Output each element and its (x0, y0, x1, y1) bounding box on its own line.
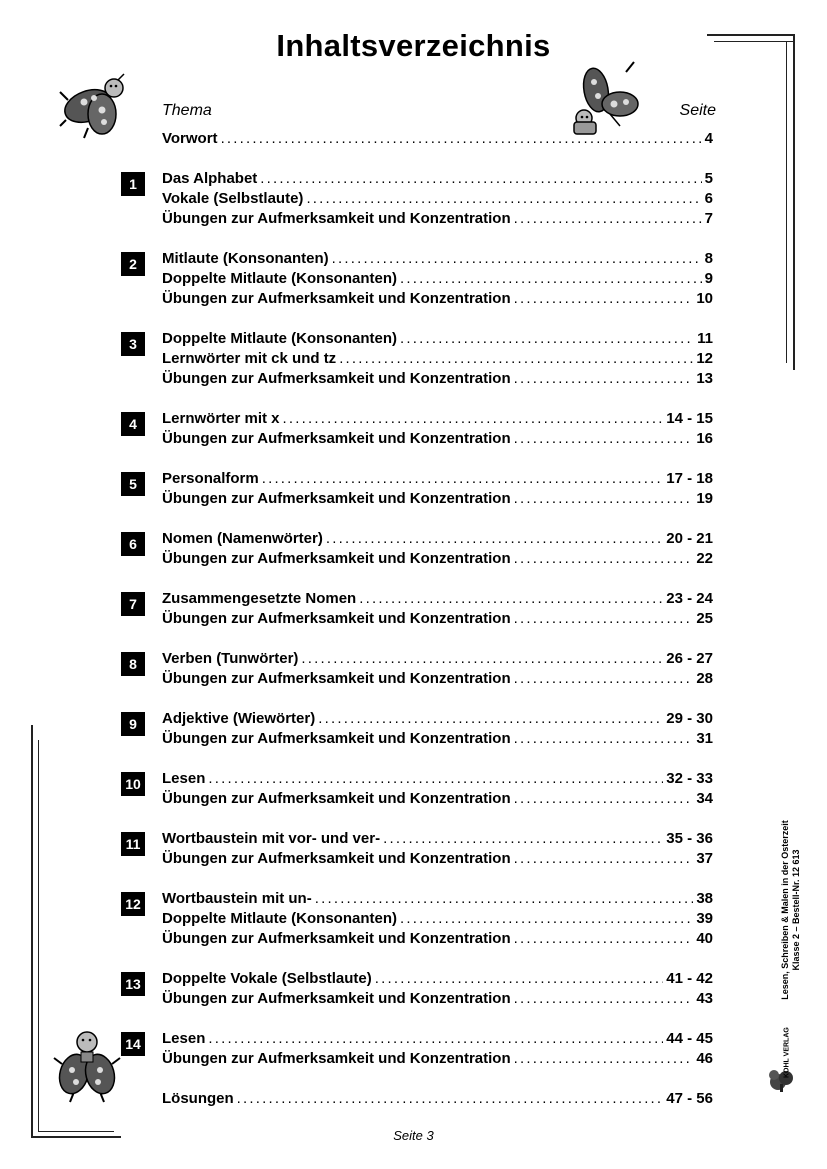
toc-entry (162, 190, 713, 210)
dot-leader (283, 410, 664, 427)
toc-entry (162, 610, 713, 630)
chapter-number-badge: 14 (121, 1032, 145, 1056)
chapter-number-badge: 11 (121, 832, 145, 856)
dot-leader (260, 170, 701, 187)
toc-entry (162, 130, 713, 150)
toc-entry-title: Wortbaustein mit vor- und ver- (162, 830, 381, 847)
toc-entry-page: 38 (696, 890, 713, 907)
toc-entry-page: 40 (696, 930, 713, 947)
chapter-number-badge: 3 (121, 332, 145, 356)
toc-entry-title: Übungen zur Aufmerksamkeit und Konzentration (162, 370, 511, 387)
dot-leader (326, 530, 663, 547)
dot-leader (332, 250, 702, 267)
toc-entry-title: Vorwort (162, 130, 218, 147)
dot-leader (306, 190, 701, 207)
chapter-number-badge: 8 (121, 652, 145, 676)
toc-entry-title: Doppelte Mitlaute (Konsonanten) (162, 910, 397, 927)
column-header-topic: Thema (162, 102, 212, 119)
toc-entry-title: Übungen zur Aufmerksamkeit und Konzentration (162, 990, 511, 1007)
dot-leader (359, 590, 663, 607)
toc-entry (162, 1050, 713, 1070)
toc-entry-page: 11 (697, 330, 713, 347)
dot-leader (514, 290, 694, 307)
toc-entry (162, 210, 713, 230)
toc-entry-page: 17 - 18 (666, 470, 713, 487)
toc-entry (162, 730, 713, 750)
toc-entry-title: Das Alphabet (162, 170, 258, 187)
dot-leader (315, 890, 694, 907)
dot-leader (375, 970, 664, 987)
dot-leader (514, 670, 694, 687)
toc-entry-title: Übungen zur Aufmerksamkeit und Konzentration (162, 290, 511, 307)
toc-entry-page: 8 (704, 250, 713, 267)
publisher-logo (766, 1027, 808, 1092)
dot-leader (339, 350, 693, 367)
toc-entry-page: 37 (696, 850, 713, 867)
toc-entry (162, 910, 713, 930)
toc-entry-title: Lernwörter mit ck und tz (162, 350, 337, 367)
toc-entry-page: 28 (696, 670, 713, 687)
dot-leader (208, 770, 663, 787)
chapter-number-badge: 12 (121, 892, 145, 916)
chapter-number-badge: 6 (121, 532, 145, 556)
dot-leader (237, 1090, 664, 1107)
toc-entry-page: 7 (704, 210, 713, 227)
toc-entry-title: Mitlaute (Konsonanten) (162, 250, 329, 267)
toc-entry-page: 47 - 56 (666, 1090, 713, 1107)
toc-entry (162, 890, 713, 910)
toc-entry (162, 350, 713, 370)
dot-leader (514, 370, 694, 387)
toc-entry (162, 290, 713, 310)
toc-entry-title: Adjektive (Wiewörter) (162, 710, 316, 727)
toc-entry-title: Nomen (Namenwörter) (162, 530, 323, 547)
chapter-number-badge: 7 (121, 592, 145, 616)
toc-entry-title: Übungen zur Aufmerksamkeit und Konzentration (162, 610, 511, 627)
toc-entry (162, 430, 713, 450)
toc-entry (162, 650, 713, 670)
toc-entry (162, 470, 713, 490)
toc-entry-page: 46 (696, 1050, 713, 1067)
toc-entry-page: 20 - 21 (666, 530, 713, 547)
toc-entry (162, 550, 713, 570)
toc-entry-page: 12 (696, 350, 713, 367)
dot-leader (514, 790, 694, 807)
toc-entry-page: 9 (704, 270, 713, 287)
toc-entry (162, 930, 713, 950)
toc-entry (162, 850, 713, 870)
book-info-sidebar (771, 795, 811, 1025)
toc-entry-title: Übungen zur Aufmerksamkeit und Konzentration (162, 430, 511, 447)
chapter-number-badge: 13 (121, 972, 145, 996)
toc-entry-title: Übungen zur Aufmerksamkeit und Konzentration (162, 550, 511, 567)
toc-entry-page: 31 (696, 730, 713, 747)
dot-leader (514, 1050, 694, 1067)
dot-leader (514, 730, 694, 747)
chapter-number-badge: 9 (121, 712, 145, 736)
toc-entry-page: 5 (704, 170, 713, 187)
dot-leader (262, 470, 664, 487)
toc-entry (162, 250, 713, 270)
dot-leader (514, 550, 694, 567)
toc-entry-title: Übungen zur Aufmerksamkeit und Konzentration (162, 210, 511, 227)
book-title-line: Lesen, Schreiben & Malen in der Osterzeit (780, 820, 790, 1000)
chapter-number-badge: 10 (121, 772, 145, 796)
toc-entry-page: 44 - 45 (666, 1030, 713, 1047)
toc-entry (162, 990, 713, 1010)
toc-entry-page: 13 (696, 370, 713, 387)
dot-leader (514, 850, 694, 867)
toc-entry (162, 270, 713, 290)
dot-leader (514, 210, 702, 227)
toc-entry-title: Lesen (162, 1030, 206, 1047)
dot-leader (400, 330, 694, 347)
toc-entry-page: 10 (696, 290, 713, 307)
toc-entry-page: 14 - 15 (666, 410, 713, 427)
dot-leader (514, 930, 694, 947)
dot-leader (318, 710, 663, 727)
dot-leader (514, 990, 694, 1007)
toc-entry-page: 32 - 33 (666, 770, 713, 787)
toc-entry-title: Lernwörter mit x (162, 410, 280, 427)
book-order-line: Klasse 2 – Bestell-Nr. 12 613 (791, 849, 801, 971)
toc-entry (162, 490, 713, 510)
dot-leader (208, 1030, 663, 1047)
toc-entry (162, 170, 713, 190)
dot-leader (514, 610, 694, 627)
toc-entry-page: 29 - 30 (666, 710, 713, 727)
toc-entry (162, 530, 713, 550)
toc-entry (162, 710, 713, 730)
chapter-number-badge: 5 (121, 472, 145, 496)
toc-entry-page: 34 (696, 790, 713, 807)
toc-entry-page: 43 (696, 990, 713, 1007)
toc-entry (162, 970, 713, 990)
toc-entry-page: 22 (696, 550, 713, 567)
toc-entry-title: Doppelte Vokale (Selbstlaute) (162, 970, 372, 987)
toc-entry-title: Übungen zur Aufmerksamkeit und Konzentration (162, 670, 511, 687)
toc-entry-title: Übungen zur Aufmerksamkeit und Konzentration (162, 850, 511, 867)
toc-entry-title: Übungen zur Aufmerksamkeit und Konzentration (162, 490, 511, 507)
toc-entry-page: 39 (696, 910, 713, 927)
page-number: Seite 3 (393, 1128, 434, 1143)
dot-leader (383, 830, 663, 847)
toc-entry (162, 770, 713, 790)
toc-entry (162, 1090, 713, 1110)
toc-entry (162, 370, 713, 390)
toc-entry (162, 410, 713, 430)
toc-entry-title: Übungen zur Aufmerksamkeit und Konzentration (162, 930, 511, 947)
toc-entry (162, 670, 713, 690)
dot-leader (301, 650, 663, 667)
chapter-number-badge: 2 (121, 252, 145, 276)
toc-entry-page: 41 - 42 (666, 970, 713, 987)
dot-leader (400, 270, 702, 287)
dot-leader (400, 910, 693, 927)
dot-leader (221, 130, 702, 147)
dot-leader (514, 490, 694, 507)
toc-entry-page: 25 (696, 610, 713, 627)
toc-entry-title: Lösungen (162, 1090, 234, 1107)
publisher-name: KOHL VERLAG (783, 1027, 791, 1078)
dot-leader (514, 430, 694, 447)
column-header-page: Seite (679, 102, 716, 119)
toc-entry (162, 830, 713, 850)
toc-entry-page: 4 (704, 130, 713, 147)
toc-entry (162, 1030, 713, 1050)
toc-entry (162, 590, 713, 610)
toc-entry-title: Wortbaustein mit un- (162, 890, 312, 907)
toc-entry-title: Übungen zur Aufmerksamkeit und Konzentration (162, 790, 511, 807)
toc-entry-page: 19 (696, 490, 713, 507)
toc-entry-title: Personalform (162, 470, 259, 487)
toc-entry-page: 26 - 27 (666, 650, 713, 667)
toc-entry-title: Lesen (162, 770, 206, 787)
toc-entry (162, 790, 713, 810)
chapter-number-badge: 1 (121, 172, 145, 196)
toc-entry-title: Zusammengesetzte Nomen (162, 590, 357, 607)
toc-entry-title: Übungen zur Aufmerksamkeit und Konzentration (162, 1050, 511, 1067)
page-title: Inhaltsverzeichnis (276, 28, 551, 63)
toc-entry-page: 6 (704, 190, 713, 207)
chapter-number-badge: 4 (121, 412, 145, 436)
toc-entry-title: Vokale (Selbstlaute) (162, 190, 304, 207)
toc-entry-page: 16 (696, 430, 713, 447)
toc-entry-page: 35 - 36 (666, 830, 713, 847)
toc-entry-page: 23 - 24 (666, 590, 713, 607)
toc-entry-title: Verben (Tunwörter) (162, 650, 299, 667)
toc-entry (162, 330, 713, 350)
toc-entry-title: Übungen zur Aufmerksamkeit und Konzentration (162, 730, 511, 747)
toc-entry-title: Doppelte Mitlaute (Konsonanten) (162, 270, 397, 287)
toc-entry-title: Doppelte Mitlaute (Konsonanten) (162, 330, 397, 347)
